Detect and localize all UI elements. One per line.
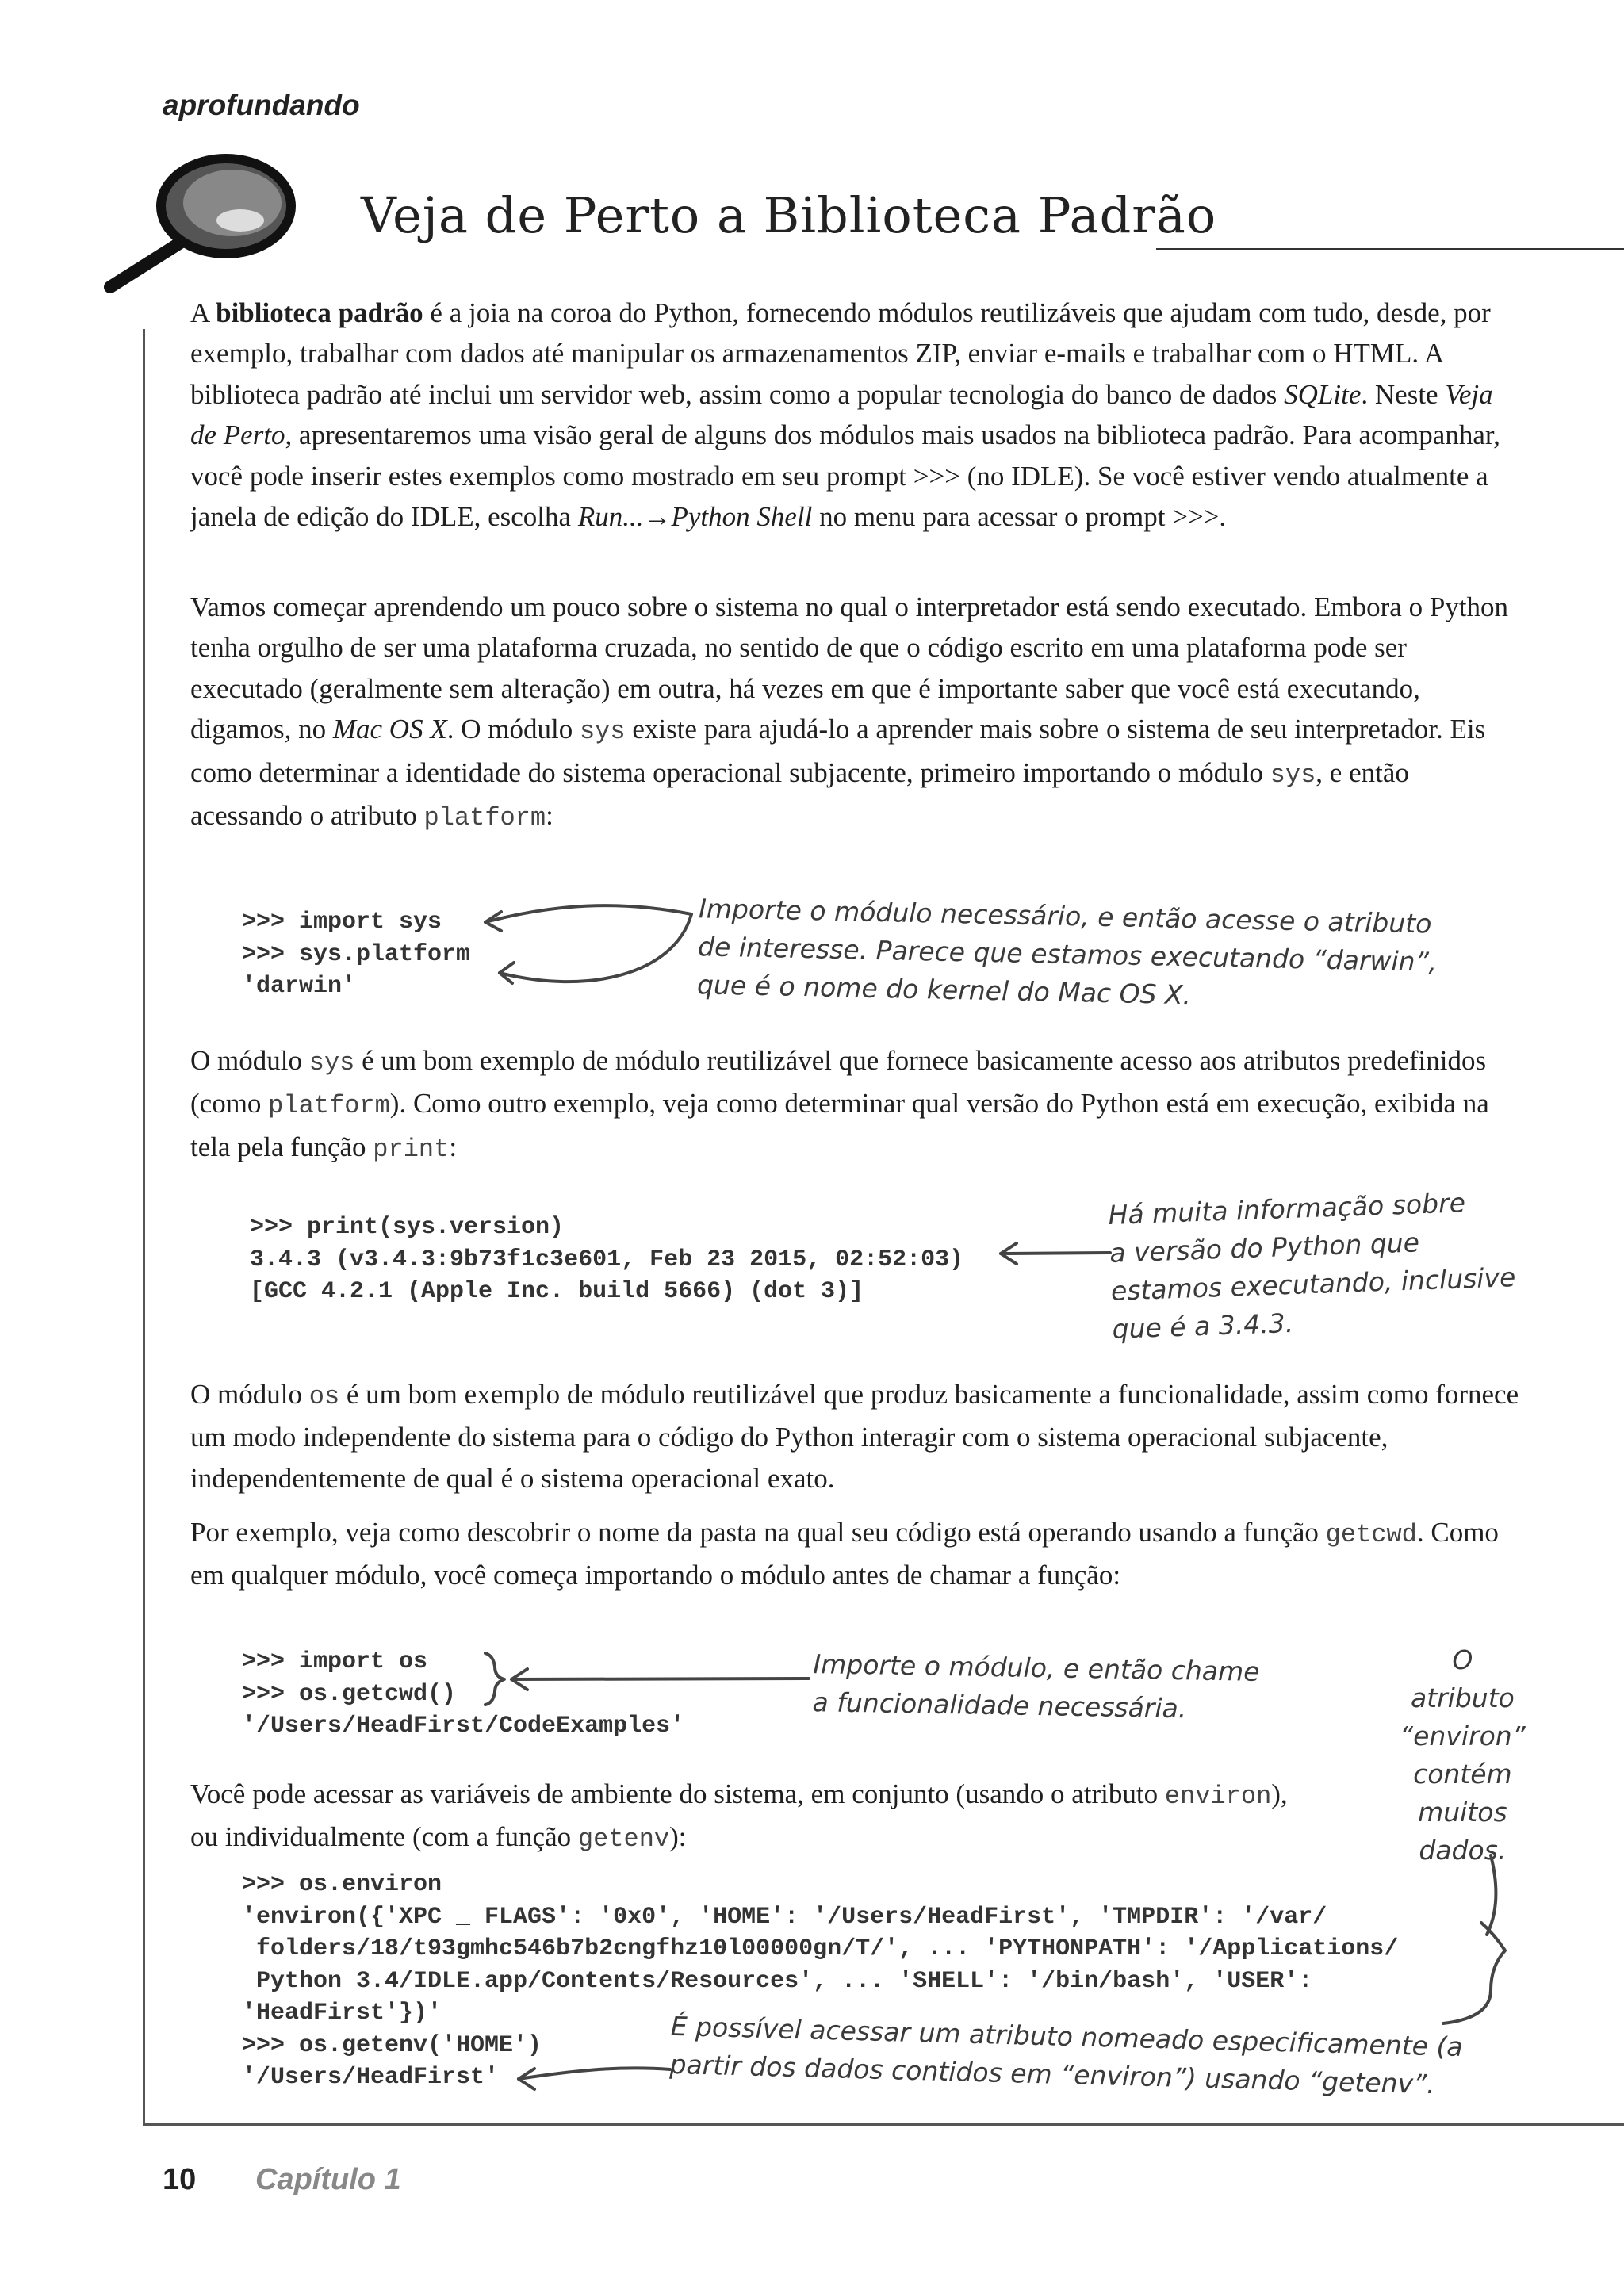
- inline-code: environ: [1164, 1782, 1272, 1811]
- text-run: :: [449, 1131, 458, 1162]
- page-number: 10: [163, 2163, 197, 2196]
- text-run: , apresentaremos uma visão geral de alguns dos módulos mais usados na biblioteca padrão. Para acompanhar, você pode inserir estes exemplos como mostrado em seu prompt >>> (no IDLE). Se você estiver vendo atualmente a janela de edição do IDLE, escolha: [190, 419, 1500, 533]
- italic-term: Mac OS X: [332, 714, 447, 745]
- page-heading: Veja de Perto a Biblioteca Padrão: [361, 186, 1217, 244]
- text-run: A: [190, 297, 216, 328]
- italic-term: SQLite: [1284, 378, 1362, 410]
- code-block-os-getcwd: >>> import os >>> os.getcwd() '/Users/HeadFirst/CodeExamples': [242, 1648, 685, 1740]
- text-run: Você pode acessar as variáveis de ambiente do sistema, em conjunto (usando o atributo: [190, 1778, 1165, 1809]
- text-run: existe para ajudá-lo a aprender mais sobre o sistema de seu interpretador. Eis como determinar a identidade do sistema operacional subjacente, primeiro importando o módulo: [190, 714, 1486, 788]
- code-block-sys-platform: >>> import sys >>> sys.platform 'darwin': [242, 909, 471, 1000]
- text-run: :: [546, 800, 553, 832]
- code-block-os-environ: >>> os.environ 'environ({'XPC _ FLAGS': '0x0', 'HOME': '/Users/HeadFirst', 'TMPDIR': '/var/ folders/18/t93gmhc546b7b2cngfhz10l00000gn/T/', ... 'PYTHONPATH': '/Applications/ Python 3.4/IDLE.app/Contents/Resources', ... 'SHELL': '/bin/bash', 'USER': 'HeadFirst'})' >>> os.getenv('HOME') '/Users/HeadFirst': [242, 1871, 1399, 2091]
- inline-code: sys: [579, 717, 626, 747]
- annotation-sys-version: Há muita informação sobre a versão do Python que estamos executando, inclusive que é a 3.4.3.: [1107, 1187, 1516, 1345]
- inline-code: os: [308, 1382, 340, 1411]
- text-run: ), ou individualmente (com a função: [190, 1778, 1288, 1853]
- inline-code: getenv: [577, 1824, 670, 1855]
- italic-term: Veja de Perto: [190, 378, 1493, 451]
- text-run: é a joia na coroa do Python, fornecendo módulos reutilizáveis que ajudam com tudo, desde, por exemplo, trabalhar com dados até manipular os armazenamentos ZIP, enviar e-mails e trabalhar com o HTML. A biblioteca padrão até inclui um servidor web, assim como a popular tecnologia do banco de dados: [190, 297, 1491, 410]
- text-run: no menu para acessar o prompt >>>.: [812, 501, 1227, 533]
- section-tag: aprofundando: [163, 89, 360, 121]
- text-run: ). Como outro exemplo, veja como determinar qual versão do Python está em execução, exibida na tela pela função: [190, 1088, 1489, 1162]
- inline-code: sys: [1270, 760, 1316, 790]
- annotation-os-getcwd: Importe o módulo, e então chame a funcionalidade necessária.: [812, 1648, 1260, 1725]
- inline-code: platform: [423, 803, 546, 833]
- text-run: , e então acessando o atributo: [190, 756, 1409, 832]
- text-run: . Como em qualquer módulo, você começa importando o módulo antes de chamar a função:: [190, 1517, 1499, 1591]
- annotation-sys-platform: Importe o módulo necessário, e então acesse o atributo de interesse. Parece que estamos executando “darwin”, que é o nome do kernel do Mac OS X.: [696, 893, 1438, 1011]
- chapter-label: Capítulo 1: [255, 2163, 401, 2196]
- inline-code: sys: [308, 1048, 355, 1078]
- inline-code: getcwd: [1325, 1520, 1417, 1549]
- text-run: Por exemplo, veja como descobrir o nome da pasta na qual seu código está operando usando a função: [190, 1517, 1326, 1548]
- inline-code: print: [373, 1134, 450, 1164]
- text-run: O módulo: [190, 1045, 309, 1076]
- annotation-environ: O atributo “environ” contém muitos dados.: [1400, 1644, 1526, 1866]
- annotation-os-getenv: É possível acessar um atributo nomeado especificamente (a partir dos dados contidos em “environ”) usando “getenv”.: [669, 2010, 1464, 2100]
- text-run: . Neste: [1361, 378, 1446, 410]
- italic-term: Run...→Python Shell: [577, 501, 813, 533]
- text-run: é um bom exemplo de módulo reutilizável que fornece basicamente acesso aos atributos predefinidos (como: [190, 1045, 1487, 1120]
- text-run: ):: [669, 1821, 687, 1853]
- text-run: O módulo: [190, 1379, 309, 1410]
- code-block-sys-version: >>> print(sys.version) 3.4.3 (v3.4.3:9b73f1c3e601, Feb 23 2015, 02:52:03) [GCC 4.2.1 (Apple Inc. build 5666) (dot 3)]: [250, 1214, 964, 1305]
- inline-code: platform: [268, 1091, 390, 1121]
- bold-term: biblioteca padrão: [216, 297, 423, 328]
- text-run: . O módulo: [446, 714, 580, 745]
- text-run: Vamos começar aprendendo um pouco sobre o sistema no qual o interpretador está sendo executado. Embora o Python tenha orgulho de ser uma plataforma cruzada, no sentido de que o código escrito em uma plataforma pode ser executado (geralmente sem alteração) em outra, há vezes em que é importante saber que você está executando, digamos, no: [190, 591, 1509, 745]
- text-run: é um bom exemplo de módulo reutilizável que produz basicamente a funcionalidade, assim como fornece um modo independente do sistema para o código do Python interagir com o sistema operacional subjacente, independentemente de qual é o sistema operacional exato.: [190, 1379, 1519, 1494]
